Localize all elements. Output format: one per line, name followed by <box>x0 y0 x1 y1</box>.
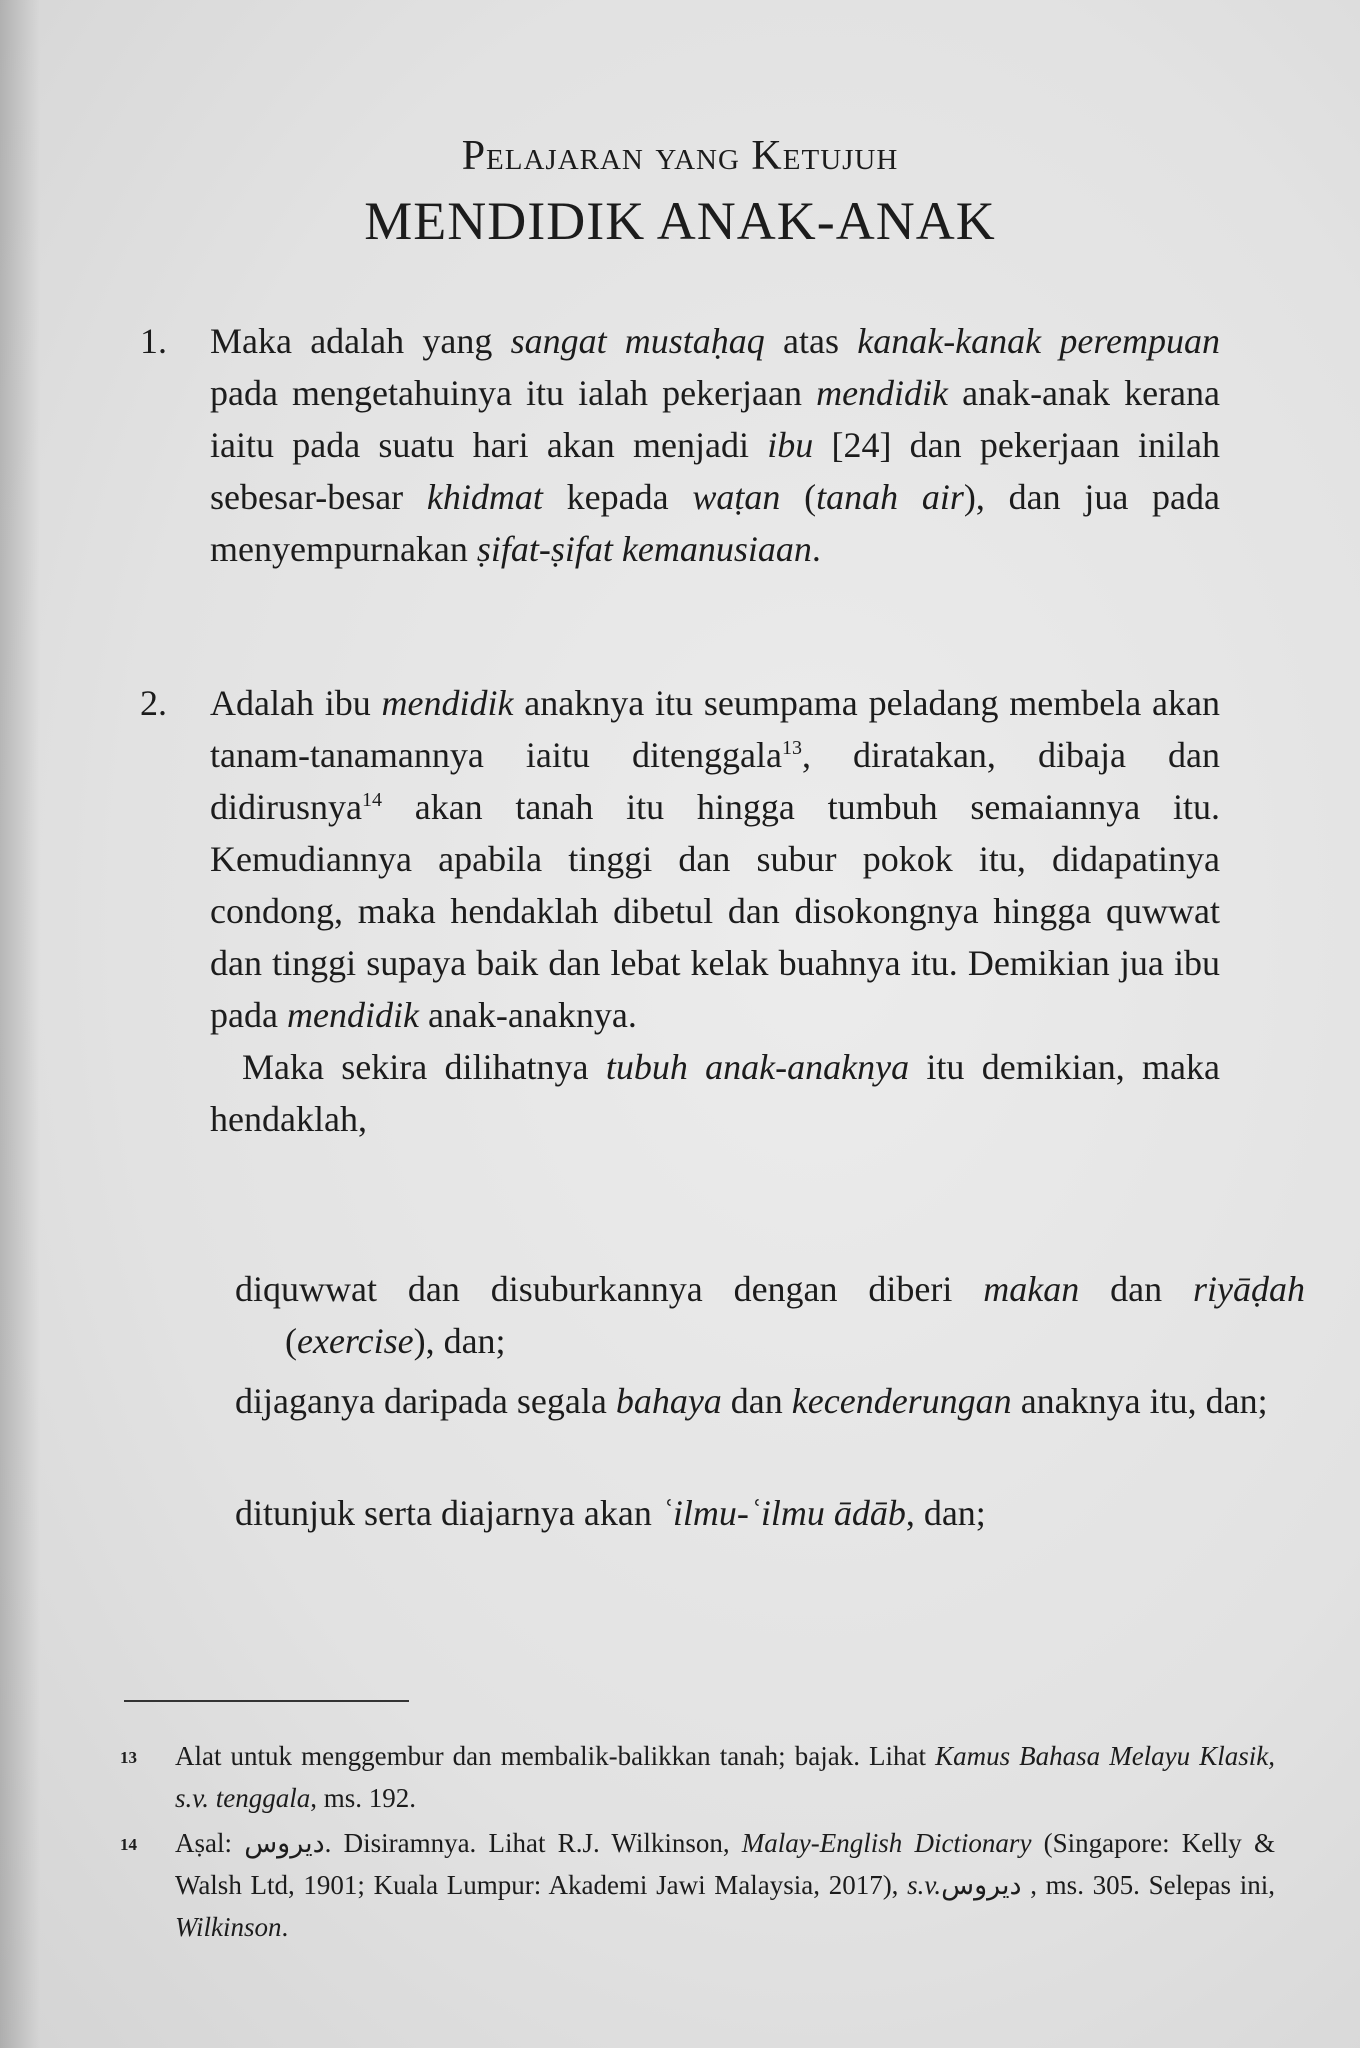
chapter-subtitle: Pelajaran yang Ketujuh <box>461 133 899 179</box>
arabic-word: دیروس <box>244 1828 325 1858</box>
footnote-13: 13 Alat untuk menggembur dan membalik-balikkan tanah; bajak. Lihat Kamus Bahasa Melayu Klasik, s.v. tenggala, ms. 192. <box>175 1735 1275 1819</box>
paragraph-1: 1. Maka adalah yang sangat mustaḥaq atas kanak-kanak perempuan pada mengetahuinya itu ialah pekerjaan mendidik anak-anak kerana iaitu pada suatu hari akan menjadi ibu [24] dan pekerjaan inilah sebesar-besar khidmat kepada waṭan (tanah air), dan jua pada menyempurnakan ṣifat-ṣifat kemanusiaan. <box>210 315 1220 575</box>
list-item: dijaganya daripada segala bahaya dan kecenderungan anaknya itu, dan; <box>235 1381 1268 1421</box>
paragraph-2: 2. Adalah ibu mendidik anaknya itu seumpama peladang membela akan tanam-tanamannya iaitu ditenggala$^{13}$, diratakan, dibaja dan didirusnya$^{14}$ akan tanah itu hingga tumbuh semaiannya itu. Kemudiannya apabila tinggi dan subur pokok itu, didapatinya condong, maka hendaklah dibetul dan disokongnya hingga quwwat dan tinggi supaya baik dan lebat kelak buahnya itu. Demikian jua ibu pada mendidik anak-anaknya. Maka sekira dilihatnya tubuh anak-anaknya itu demikian, maka hendaklah, <box>210 677 1220 1145</box>
footnote-number: 14 <box>120 1835 137 1854</box>
chapter-header <box>0 130 1360 254</box>
footnote-number: 13 <box>120 1748 137 1767</box>
paragraph-number: 2. <box>140 683 167 723</box>
footnote-divider <box>124 1700 409 1702</box>
list-item: diquwwat dan disuburkannya dengan diberi makan dan riyāḍah (exercise), dan; <box>235 1269 1305 1361</box>
paragraph-number: 1. <box>140 321 167 361</box>
footnote-14: 14 Aṣal: دیروس. Disiramnya. Lihat R.J. Wilkinson, Malay-English Dictionary (Singapore: Kelly & Walsh Ltd, 1901; Kuala Lumpur: Akademi Jawi Malaysia, 2017), s.v.دیروس , ms. 305. Selepas ini, Wilkinson. <box>175 1822 1275 1948</box>
page-gutter-shadow <box>0 0 40 2048</box>
paragraph-2-continuation: Maka sekira dilihatnya tubuh anak-anaknya itu demikian, maka hendaklah, <box>210 1047 1220 1139</box>
chapter-title: MENDIDIK ANAK-ANAK <box>364 191 996 251</box>
footnote-ref-14[interactable]: 14 <box>361 789 382 811</box>
list-item: ditunjuk serta diajarnya akan ʿilmu-ʿilmu ādāb, dan; <box>235 1493 986 1533</box>
arabic-word: دیروس <box>941 1870 1022 1900</box>
footnote-ref-13[interactable]: 13 <box>781 737 802 759</box>
